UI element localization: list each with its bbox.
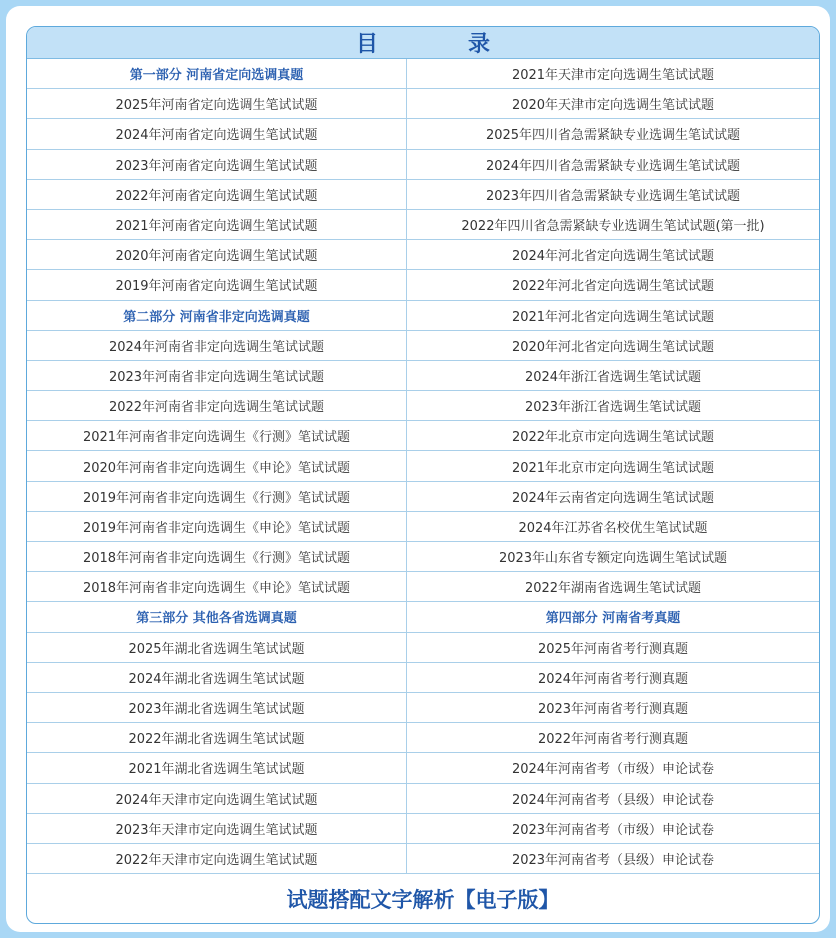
- toc-entry: 2018年河南省非定向选调生《申论》笔试试题: [27, 572, 407, 602]
- toc-entry: 2022年河北省定向选调生笔试试题: [407, 270, 819, 300]
- toc-entry: 2022年河南省非定向选调生笔试试题: [27, 391, 407, 421]
- toc-entry: 2024年河南省考行测真题: [407, 663, 819, 693]
- page-frame: [6, 6, 830, 932]
- toc-entry: 2020年天津市定向选调生笔试试题: [407, 89, 819, 119]
- toc-entry: 2023年四川省急需紧缺专业选调生笔试试题: [407, 180, 819, 210]
- toc-entry: 2023年河南省考行测真题: [407, 693, 819, 723]
- toc-entry: 2023年河南省考（县级）申论试卷: [407, 844, 819, 874]
- section-heading: 第二部分 河南省非定向选调真题: [27, 301, 407, 331]
- toc-entry: 2024年云南省定向选调生笔试试题: [407, 482, 819, 512]
- toc-entry: 2022年河南省定向选调生笔试试题: [27, 180, 407, 210]
- toc-title: [27, 27, 819, 59]
- toc-entry: 2021年河南省定向选调生笔试试题: [27, 210, 407, 240]
- toc-entry: 2024年浙江省选调生笔试试题: [407, 361, 819, 391]
- toc-entry: 2024年河南省定向选调生笔试试题: [27, 119, 407, 149]
- toc-entry: 2023年河南省非定向选调生笔试试题: [27, 361, 407, 391]
- toc-entry: 2022年河南省考行测真题: [407, 723, 819, 753]
- toc-entry: 2024年天津市定向选调生笔试试题: [27, 784, 407, 814]
- toc-entry: 2023年河南省定向选调生笔试试题: [27, 150, 407, 180]
- toc-entry: 2022年天津市定向选调生笔试试题: [27, 844, 407, 874]
- toc-entry: 2021年河南省非定向选调生《行测》笔试试题: [27, 421, 407, 451]
- toc-entry: 2024年河南省考（县级）申论试卷: [407, 784, 819, 814]
- toc-entry: 2019年河南省非定向选调生《行测》笔试试题: [27, 482, 407, 512]
- toc-entry: 2023年浙江省选调生笔试试题: [407, 391, 819, 421]
- toc-entry: 2024年四川省急需紧缺专业选调生笔试试题: [407, 150, 819, 180]
- toc-entry: 2021年北京市定向选调生笔试试题: [407, 451, 819, 481]
- toc-entry: 2022年北京市定向选调生笔试试题: [407, 421, 819, 451]
- toc-entry: 2023年河南省考（市级）申论试卷: [407, 814, 819, 844]
- toc-entry: 2022年湖南省选调生笔试试题: [407, 572, 819, 602]
- section-heading: 第四部分 河南省考真题: [407, 602, 819, 632]
- toc-footer: 试题搭配文字解析【电子版】: [286, 888, 560, 913]
- toc-entry: 2024年江苏省名校优生笔试试题: [407, 512, 819, 542]
- toc-entry: 2024年湖北省选调生笔试试题: [27, 663, 407, 693]
- toc-title-char-2: 录: [468, 32, 491, 57]
- toc-table: [27, 59, 819, 874]
- toc-entry: 2021年湖北省选调生笔试试题: [27, 753, 407, 783]
- toc-entry: 2021年天津市定向选调生笔试试题: [407, 59, 819, 89]
- toc-entry: 2025年河南省考行测真题: [407, 633, 819, 663]
- toc-entry: 2019年河南省非定向选调生《申论》笔试试题: [27, 512, 407, 542]
- toc-entry: 2024年河南省非定向选调生笔试试题: [27, 331, 407, 361]
- toc-entry: 2022年四川省急需紧缺专业选调生笔试试题(第一批): [407, 210, 819, 240]
- toc-entry: 2021年河北省定向选调生笔试试题: [407, 301, 819, 331]
- toc-entry: 2023年天津市定向选调生笔试试题: [27, 814, 407, 844]
- toc-entry: 2020年河南省非定向选调生《申论》笔试试题: [27, 451, 407, 481]
- section-heading: 第三部分 其他各省选调真题: [27, 602, 407, 632]
- section-heading: 第一部分 河南省定向选调真题: [27, 59, 407, 89]
- toc-entry: 2020年河南省定向选调生笔试试题: [27, 240, 407, 270]
- toc-entry: 2025年湖北省选调生笔试试题: [27, 633, 407, 663]
- toc-entry: 2022年湖北省选调生笔试试题: [27, 723, 407, 753]
- toc-entry: 2023年山东省专额定向选调生笔试试题: [407, 542, 819, 572]
- toc-entry: 2025年河南省定向选调生笔试试题: [27, 89, 407, 119]
- toc-title-char-1: 目: [355, 32, 378, 57]
- toc-entry: 2019年河南省定向选调生笔试试题: [27, 270, 407, 300]
- toc-entry: 2020年河北省定向选调生笔试试题: [407, 331, 819, 361]
- toc-entry: 2024年河北省定向选调生笔试试题: [407, 240, 819, 270]
- toc-entry: 2018年河南省非定向选调生《行测》笔试试题: [27, 542, 407, 572]
- toc-entry: 2025年四川省急需紧缺专业选调生笔试试题: [407, 119, 819, 149]
- toc-card: [26, 26, 820, 924]
- toc-entry: 2024年河南省考（市级）申论试卷: [407, 753, 819, 783]
- toc-entry: 2023年湖北省选调生笔试试题: [27, 693, 407, 723]
